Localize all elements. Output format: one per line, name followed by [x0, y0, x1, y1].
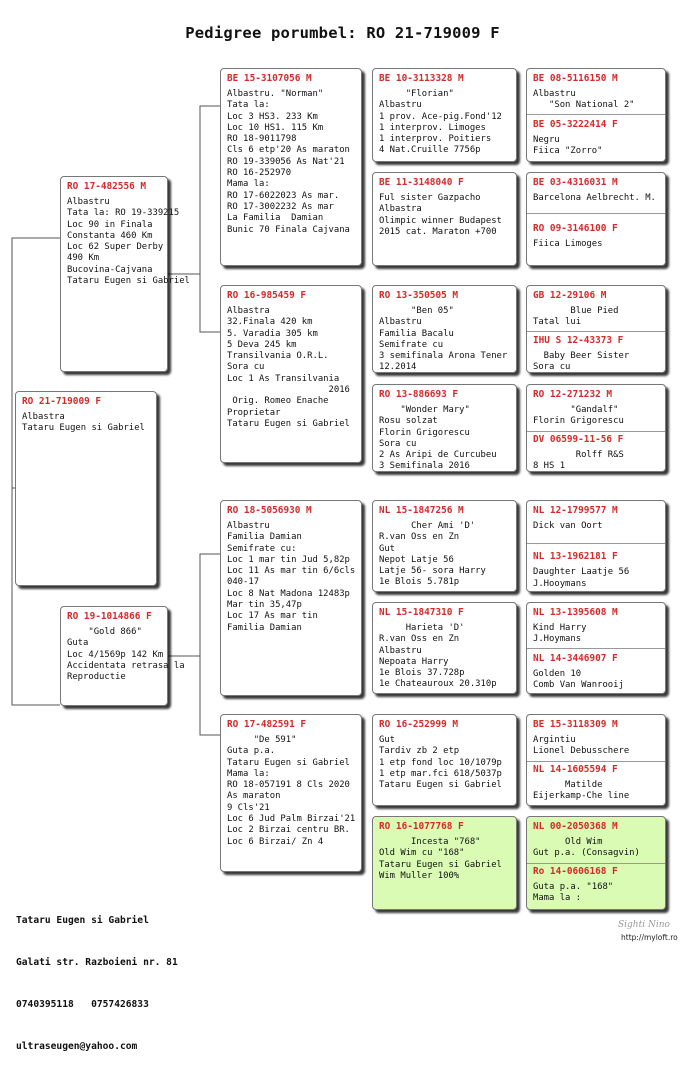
gggp-line: Gut p.a. (Consagvin): [533, 848, 640, 859]
ggp-ring: RO 16-252999 M: [379, 719, 459, 730]
sire-dam-line: Loc 1 As Transilvania: [227, 373, 340, 384]
gggp-line: J.Hoymans: [533, 634, 582, 645]
ggp-line: 1 interprov. Limoges: [379, 122, 486, 133]
sire-dam-ring: RO 16-985459 F: [227, 290, 307, 301]
sire-line: Bucovina-Cajvana: [67, 264, 153, 275]
sire-sire-line: Cls 6 etp'20 As maraton: [227, 145, 350, 156]
ggp-line: Old Wim cu "168": [379, 848, 465, 859]
gggp-line: Rolff R&S: [533, 449, 624, 460]
sire-dam-line: Albastra: [227, 306, 270, 316]
gggp-ring: IHU S 12-43373 F: [533, 334, 624, 346]
sire-sire-line: Tata la:: [227, 100, 270, 111]
dam-sire-line: Loc 11 As mar tin 6/6cls: [227, 566, 356, 577]
sire-line: Loc 62 Super Derby: [67, 242, 164, 253]
sire-dam-line: Transilvania O.R.L.: [227, 351, 329, 362]
ggp-line: 1e Blois 5.781p: [379, 577, 460, 588]
dam-sire-line: Familia Damian: [227, 622, 302, 633]
dam-dam-line: Loc 2 Birzai centru BR.: [227, 825, 350, 836]
dam-line: Guta: [67, 638, 89, 649]
ggp-line: Tataru Eugen si Gabriel: [379, 780, 502, 791]
sire-sire-line: Mama la:: [227, 179, 270, 190]
gggp-line: Comb Van Wanrooij: [533, 679, 624, 690]
ggp-card-6: [372, 602, 517, 694]
gggp-line: Tatal lui: [533, 317, 582, 328]
gggp-line: "Gandalf": [533, 405, 619, 415]
sire-line: Albastru: [67, 197, 110, 207]
subject-ring: RO 21-719009 F: [22, 396, 102, 407]
sire-sire-card: [220, 68, 362, 266]
ggp-line: 2015 cat. Maraton +700: [379, 226, 497, 237]
gggp-card-4: [526, 384, 666, 472]
sire-sire-line: RO 17-6022023 As mar.: [227, 190, 340, 201]
ggp-line: Albastru: [379, 317, 422, 328]
breeder-phones: 0740395118 0757426833: [16, 999, 149, 1010]
sire-sire-line: La Familia Damian: [227, 213, 324, 224]
sire-dam-line: Orig. Romeo Enache: [227, 396, 329, 407]
sire-line: Tataru Eugen si Gabriel: [67, 276, 190, 287]
gggp-ring: RO 12-271232 M: [533, 389, 613, 400]
gggp-card-5: [526, 500, 666, 592]
subject-line-2: Tataru Eugen si Gabriel: [22, 423, 145, 434]
dam-sire-ring: RO 18-5056930 M: [227, 505, 312, 516]
gggp-card-3: [526, 285, 666, 373]
gggp-line: Barcelona Aelbrecht. M.: [533, 193, 656, 203]
ggp-line: 3 semifinala Arona Tener: [379, 351, 508, 362]
ggp-line: 1e Blois 37.728p: [379, 668, 465, 679]
sire-dam-line: 32.Finala 420 km: [227, 317, 313, 328]
ggp-line: 1 etp mar.fci 618/5037p: [379, 768, 502, 779]
ggp-line: Latje 56- sora Harry: [379, 566, 486, 577]
gggp-line: Florin Grigorescu: [533, 416, 624, 427]
sire-line: Constanta 460 Km: [67, 230, 153, 241]
gggp-line: Sora cu: [533, 361, 571, 372]
gggp-card-7: [526, 714, 666, 806]
dam-dam-line: Tataru Eugen si Gabriel: [227, 757, 350, 768]
dam-dam-line: RO 18-057191 8 Cls 2020: [227, 780, 350, 791]
ggp-card-1: [372, 68, 517, 162]
gggp-line: "Son National 2": [533, 100, 635, 111]
gggp-line: Daughter Laatje 56: [533, 567, 630, 578]
gggp-line: Guta p.a. "168": [533, 881, 614, 892]
dam-sire-card: [220, 500, 362, 696]
sire-line: Tata la: RO 19-339215: [67, 208, 180, 219]
sire-card: [60, 176, 190, 372]
gggp-line: Dick van Oort: [533, 521, 603, 531]
gggp-line: Eijerkamp-Che line: [533, 790, 630, 801]
gggp-line: Baby Beer Sister: [533, 350, 630, 361]
sire-sire-line: Bunic 70 Finala Cajvana: [227, 224, 350, 235]
dam-sire-line: Loc 1 mar tin Jud 5,82p: [227, 554, 350, 565]
ggp-line: Familia Bacalu: [379, 328, 454, 339]
subject-pigeon-card: [15, 391, 157, 586]
ggp-line: Ful sister Gazpacho: [379, 193, 481, 203]
card-divider: [527, 543, 665, 544]
sire-dam-line: 2016: [227, 385, 350, 396]
ggp-line: Harieta 'D': [379, 623, 465, 633]
gggp-line: Blue Pied: [533, 306, 619, 316]
card-divider: [527, 761, 665, 762]
ggp-line: "Ben 05": [379, 306, 454, 316]
ggp-line: Tardiv zb 2 etp: [379, 746, 460, 757]
watermark-signature: Sighti Nino: [618, 920, 670, 930]
dam-dam-line: Guta p.a.: [227, 746, 276, 757]
sire-sire-line: RO 17-3002232 As mar: [227, 201, 334, 212]
gggp-ring: NL 14-3446907 F: [533, 652, 618, 664]
gggp-line: Golden 10: [533, 668, 582, 679]
ggp-line: Albastru: [379, 100, 422, 111]
ggp-line: "Florian": [379, 89, 454, 99]
gggp-line: 8 HS 1: [533, 460, 566, 471]
sire-dam-card: [220, 285, 362, 463]
gggp-ring: DV 06599-11-56 F: [533, 433, 624, 445]
gggp-ring: Ro 14-0606168 F: [533, 865, 618, 877]
dam-line: Loc 4/1569p 142 Km: [67, 649, 164, 660]
ggp-line: Nepot Latje 56: [379, 554, 454, 565]
dam-sire-line: 040-17: [227, 577, 260, 588]
card-divider: [527, 213, 665, 214]
sire-sire-line: Loc 10 HS1. 115 Km: [227, 122, 324, 133]
ggp-ring: NL 15-1847310 F: [379, 607, 464, 618]
sire-sire-line: RO 16-252970: [227, 168, 292, 179]
card-divider: [527, 114, 665, 115]
dam-sire-line: Mar tin 35,47p: [227, 600, 302, 611]
dam-sire-line: Albastru: [227, 521, 270, 531]
ggp-card-8: [372, 816, 517, 910]
ggp-card-4: [372, 384, 517, 472]
sire-dam-line: Proprietar: [227, 407, 281, 418]
ggp-line: Rosu solzat: [379, 416, 438, 427]
ggp-line: Wim Muller 100%: [379, 870, 460, 881]
gggp-line: Fiica Limoges: [533, 239, 603, 250]
ggp-line: 12.2014: [379, 362, 417, 373]
gggp-card-2: [526, 172, 666, 266]
sire-line: 490 Km: [67, 253, 100, 264]
card-divider: [527, 331, 665, 332]
gggp-line: Kind Harry: [533, 623, 587, 633]
sire-ring: RO 17-482556 M: [67, 181, 147, 192]
gggp-line: J.Hooymans: [533, 578, 587, 589]
ggp-line: 1 interprov. Poitiers: [379, 134, 492, 145]
ggp-line: Olimpic winner Budapest: [379, 215, 502, 226]
gggp-ring: GB 12-29106 M: [533, 290, 607, 301]
ggp-ring: RO 13-886693 F: [379, 389, 459, 400]
ggp-line: 1e Chateauroux 20.310p: [379, 679, 497, 690]
ggp-line: Albastra: [379, 204, 422, 215]
ggp-line: Sora cu: [379, 438, 417, 449]
card-divider: [527, 648, 665, 649]
dam-dam-line: "De 591": [227, 735, 297, 745]
ggp-line: 4 Nat.Cruille 7756p: [379, 145, 481, 156]
dam-card: [60, 606, 185, 706]
ggp-line: Nepoata Harry: [379, 656, 449, 667]
card-divider: [527, 863, 665, 864]
sire-sire-ring: BE 15-3107056 M: [227, 73, 312, 84]
dam-dam-ring: RO 17-482591 F: [227, 719, 307, 730]
sire-sire-line: Loc 3 HS3. 233 Km: [227, 111, 318, 122]
sire-line: Loc 90 in Finala: [67, 219, 153, 230]
gggp-ring: BE 08-5116150 M: [533, 73, 618, 84]
dam-dam-line: 9 Cls'21: [227, 802, 270, 813]
gggp-ring: BE 15-3118309 M: [533, 719, 618, 730]
gggp-ring: NL 13-1395608 M: [533, 607, 618, 618]
sire-dam-line: 5 Deva 245 km: [227, 339, 297, 350]
gggp-ring: NL 00-2050368 M: [533, 821, 618, 832]
gggp-card-6: [526, 602, 666, 694]
card-divider: [527, 431, 665, 432]
dam-sire-line: Familia Damian: [227, 532, 302, 543]
ggp-line: Incesta "768": [379, 837, 481, 847]
dam-dam-line: Mama la:: [227, 768, 270, 779]
ggp-line: Gut: [379, 735, 396, 745]
ggp-line: R.van Oss en Zn: [379, 634, 460, 645]
ggp-line: 3 Semifinala 2016: [379, 461, 470, 472]
dam-dam-line: Loc 6 Jud Palm Birzai'21: [227, 814, 356, 825]
ggp-ring: RO 13-350505 M: [379, 290, 459, 301]
ggp-line: Gut: [379, 543, 396, 554]
sire-dam-line: Tataru Eugen si Gabriel: [227, 418, 350, 429]
dam-sire-line: Semifrate cu:: [227, 543, 297, 554]
subject-line-1: Albastra: [22, 412, 65, 422]
gggp-line: Fiica "Zorro": [533, 145, 603, 156]
gggp-card-8: [526, 816, 666, 910]
dam-dam-card: [220, 714, 362, 872]
ggp-ring: RO 16-1077768 F: [379, 821, 464, 832]
ggp-line: R.van Oss en Zn: [379, 532, 460, 543]
dam-dam-line: Loc 6 Birzai/ Zn 4: [227, 836, 324, 847]
dam-dam-line: As maraton: [227, 791, 281, 802]
ggp-line: Florin Grigorescu: [379, 427, 470, 438]
sire-sire-line: RO 18-9011798: [227, 134, 297, 145]
gggp-line: Argintiu: [533, 735, 576, 745]
gggp-ring: NL 14-1605594 F: [533, 763, 618, 775]
gggp-line: Negru: [533, 134, 560, 145]
gggp-line: Albastru: [533, 89, 576, 99]
dam-line: Reproductie: [67, 672, 126, 683]
ggp-line: 1 etp fond loc 10/1079p: [379, 757, 502, 768]
dam-line: Accidentata retrasa la: [67, 660, 185, 671]
dam-sire-line: Loc 17 As mar tin: [227, 611, 318, 622]
gggp-line: Matilde: [533, 779, 603, 790]
ggp-ring: BE 11-3148040 F: [379, 177, 464, 188]
watermark-url: http://myloft.ro: [621, 933, 678, 942]
ggp-line: Semifrate cu: [379, 339, 444, 350]
ggp-line: Albastru: [379, 645, 422, 656]
gggp-card-1: [526, 68, 666, 162]
ggp-line: "Wonder Mary": [379, 405, 470, 415]
breeder-address: Galati str. Razboieni nr. 81: [16, 957, 178, 968]
gggp-ring: NL 13-1962181 F: [533, 551, 618, 563]
sire-sire-line: Albastru. "Norman": [227, 89, 324, 99]
breeder-name: Tataru Eugen si Gabriel: [16, 915, 149, 926]
sire-dam-line: Sora cu: [227, 362, 265, 373]
dam-line: "Gold 866": [67, 627, 142, 637]
sire-dam-line: 5. Varadia 305 km: [227, 328, 318, 339]
gggp-ring: RO 09-3146100 F: [533, 223, 618, 235]
ggp-card-7: [372, 714, 517, 806]
dam-sire-line: Loc 8 Nat Madona 12483p: [227, 588, 350, 599]
ggp-card-3: [372, 285, 517, 373]
breeder-email: ultraseugen@yahoo.com: [16, 1041, 138, 1052]
page-title: Pedigree porumbel: RO 21-719009 F: [185, 24, 500, 42]
breeder-contact: [16, 886, 178, 1068]
gggp-ring: BE 05-3222414 F: [533, 118, 618, 130]
ggp-ring: NL 15-1847256 M: [379, 505, 464, 516]
ggp-ring: BE 10-3113328 M: [379, 73, 464, 84]
ggp-line: Tataru Eugen si Gabriel: [379, 859, 502, 870]
ggp-card-2: [372, 172, 517, 266]
gggp-ring: NL 12-1799577 M: [533, 505, 618, 516]
gggp-line: Old Wim: [533, 837, 603, 847]
ggp-line: 2 As Aripi de Curcubeu: [379, 450, 497, 461]
gggp-line: Mama la :: [533, 892, 582, 903]
gggp-line: Lionel Debusschere: [533, 746, 630, 757]
ggp-card-5: [372, 500, 517, 592]
gggp-ring: BE 03-4316031 M: [533, 177, 618, 188]
ggp-line: 1 prov. Ace-pig.Fond'12: [379, 111, 502, 122]
ggp-line: Cher Ami 'D': [379, 521, 476, 531]
sire-sire-line: RO 19-339056 As Nat'21: [227, 156, 345, 167]
dam-ring: RO 19-1014866 F: [67, 611, 152, 622]
